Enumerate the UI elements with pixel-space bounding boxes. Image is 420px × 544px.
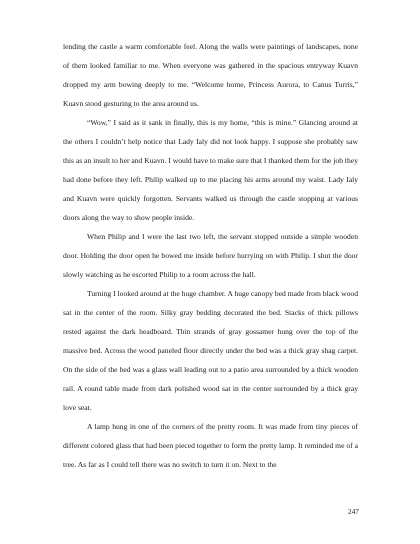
paragraph: lending the castle a warm comfortable feel. Along the walls were paintings of landscapes, none of them looked familiar to me. When everyone was gathered in the spacious entryway Kuavn dropped my arm bowing deeply to me. “Welcome home, Princess Aurora, to Canus Turris,” Kuavn stood gesturing to the area around us. bbox=[63, 42, 358, 108]
paragraph: Turning I looked around at the huge chamber. A huge canopy bed made from black wood sat in the center of the room. Silky gray bedding decorated the bed. Stacks of thick pillows rested against the dark headboard. Thin strands of gray gossamer hung over the top of the massive bed. Across the wood paneled floor directly under the bed was a thick gray shag carpet. On the side of the bed was a glass wall leading out to a patio area surrounded by a thick wooden rail. A round table made from dark polished wood sat in the center surrounded by a thick gray love seat. bbox=[63, 289, 358, 412]
paragraph: “Wow,” I said as it sank in finally, this is my home, “this is mine.” Glancing around at the others I couldn’t help notice that Lady Ialy did not look happy. I suppose she probably saw this as an insult to her and Kuavn. I would have to make sure that I thanked them for the job they had done before they left. Philip walked up to me placing his arms around my waist. Lady Ialy and Kuavn were quickly forgotten. Servants walked us through the castle stopping at various doors along the way to show people inside. bbox=[63, 118, 358, 222]
page-number: 247 bbox=[347, 507, 359, 516]
body-text bbox=[63, 37, 358, 474]
paragraph: When Philip and I were the last two left, the servant stopped outside a simple wooden door. Holding the door open he bowed me inside before hurrying on with Philip. I shut the door slowly watching as he escorted Philip to a room across the hall. bbox=[63, 232, 358, 279]
paragraph: A lamp hung in one of the corners of the pretty room. It was made from tiny pieces of different colored glass that had been pieced together to form the pretty lamp. It reminded me of a tree. As far as I could tell there was no switch to turn it on. Next to the bbox=[63, 422, 358, 469]
